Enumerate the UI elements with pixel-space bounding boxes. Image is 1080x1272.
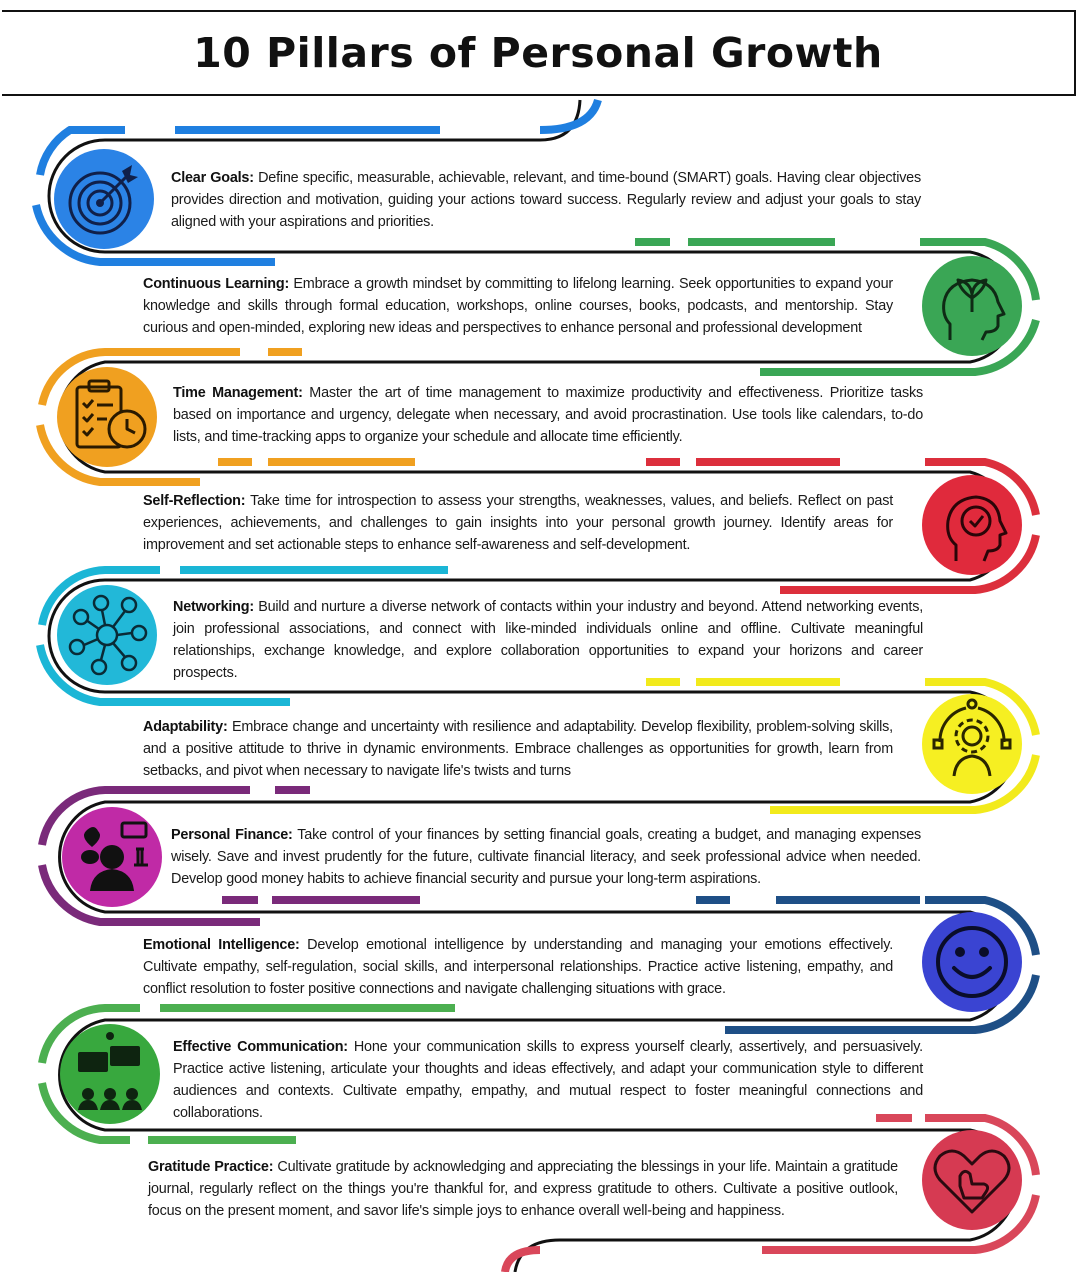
page-title: 10 Pillars of Personal Growth — [193, 29, 883, 77]
head-check-icon — [920, 473, 1024, 577]
pillar-self-reflection: Self-Reflection: Take time for introspection to assess your strengths, weaknesses, values, and beliefs. Reflect on past experiences, achievements, and challenges to gain insights into your personal growth journey. Identify areas for improvement and set actionable steps to enhance self-awareness and self-development. — [143, 493, 894, 553]
pillar-time-management: Time Management: Master the art of time management to maximize productivity and effectiveness. Prioritize tasks based on importance and urgency, delegate when necessary, and avoid procrastination. Use tools like calendars, to-do lists, and time-tracking apps to organize your schedule and allocate time efficiently. — [173, 385, 923, 445]
network-icon — [55, 583, 159, 687]
clipboard-clock-icon — [55, 365, 159, 469]
pillar-emotional-intelligence: Emotional Intelligence: Develop emotional intelligence by understanding and managing your emotions effectively. Cultivate empathy, self-regulation, social skills, and interpersonal relationships. Practice active listening, empathy, and conflict resolution to foster positive connections and navigate challenging situations with grace. — [143, 937, 893, 997]
target-icon — [52, 147, 156, 251]
pillar-effective-communication: Effective Communication: Hone your communication skills to express yourself clearly, assertively, and persuasively. Practice active listening, articulate your thoughts and ideas effectively, and adapt your communication style to different audiences and contexts. Cultivate empathy, empathy, and mutual respect to foster meaningful connections and collaborations. — [173, 1039, 923, 1121]
heart-hand-icon — [920, 1128, 1024, 1232]
smiley-icon — [920, 910, 1024, 1014]
pillar-personal-finance: Personal Finance: Take control of your finances by setting financial goals, creating a budget, and managing expenses wisely. Save and invest prudently for the future, cultivate financial literacy, and seek professional advice when needed. Develop good money habits to achieve financial security and pursue your long-term aspirations. — [171, 827, 921, 887]
person-gear-icon — [920, 692, 1024, 796]
finance-person-icon — [60, 805, 164, 909]
pillar-adaptability: Adaptability: Embrace change and uncertainty with resilience and adaptability. Develop flexibility, problem-solving skills, and a positive attitude to thrive in dynamic environments. Embrace challenges as opportunities for growth, learn from setbacks, and pivot when necessary to navigate life's twists and turns — [143, 719, 893, 779]
pillar-networking: Networking: Build and nurture a diverse network of contacts within your industry and beyond. Attend networking events, join professional associations, and connect with like-minded individuals online and offline. Cultivate meaningful relationships, exchange knowledge, and explore collaboration opportunities to expand your horizons and career prospects. — [173, 599, 923, 681]
pillar-clear-goals: Clear Goals: Define specific, measurable, achievable, relevant, and time-bound (SMART) goals. Having clear objectives provides direction and motivation, guiding your actions toward success. Regularly review and adjust your goals to stay aligned with your aspirations and priorities. — [171, 170, 921, 230]
pillar-continuous-learning: Continuous Learning: Embrace a growth mindset by committing to lifelong learning. Seek opportunities to expand your knowledge and skills through formal education, workshops, online courses, books, podcasts, and mentorship. Stay curious and open-minded, exploring new ideas and perspectives to enhance personal and professional development — [143, 276, 893, 336]
pillar-gratitude-practice: Gratitude Practice: Cultivate gratitude by acknowledging and appreciating the blessings in your life. Maintain a gratitude journal, regularly reflect on the things you're thankful for, and express gratitude to others. Cultivate a positive outlook, focus on the present moment, and savor life's simple joys to enhance overall well-being and happiness. — [148, 1159, 898, 1219]
chat-group-icon — [58, 1022, 162, 1126]
head-plant-icon — [920, 254, 1024, 358]
title-banner — [2, 10, 1076, 96]
